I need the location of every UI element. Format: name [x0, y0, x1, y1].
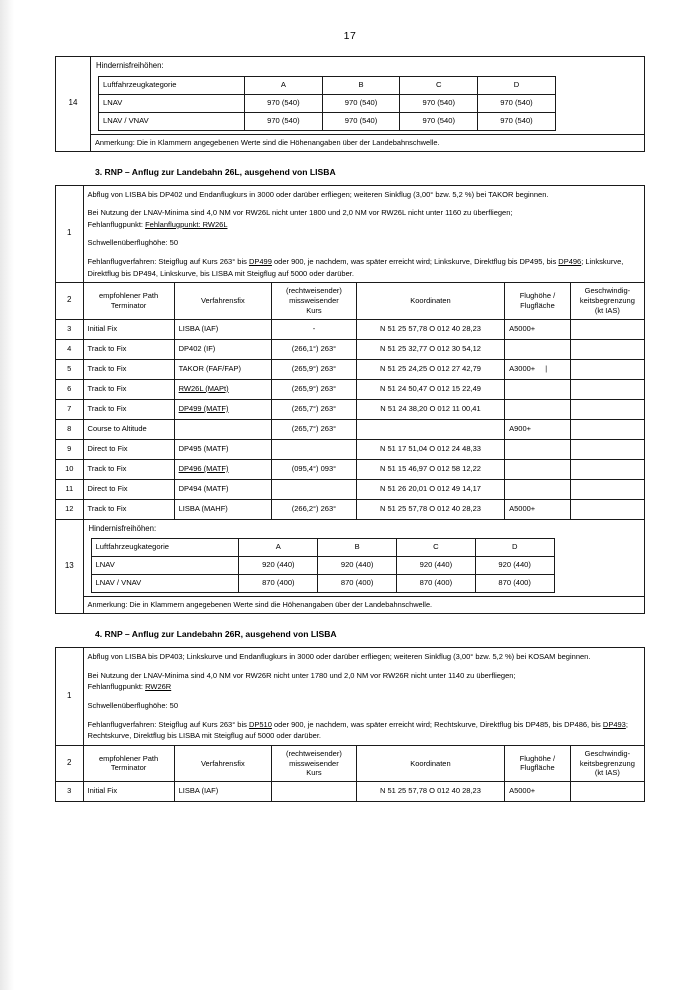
header-path-terminator: empfohlener Path Terminator	[83, 283, 174, 319]
header-altitude: Flughöhe / Flugfläche	[505, 283, 571, 319]
cell-course: (095,4°) 093°	[272, 459, 357, 479]
approach-table-26r	[55, 647, 645, 802]
header-course: (rechtweisender) missweisender Kurs	[272, 283, 357, 319]
row-number: 12	[56, 499, 84, 519]
cell-coordinates: N 51 26 20,01 O 012 49 14,17	[356, 479, 504, 499]
cell-d: 920 (440)	[475, 557, 554, 575]
cell-course: -	[272, 319, 357, 339]
header-a: A	[245, 76, 323, 94]
cell-a: 920 (440)	[239, 557, 318, 575]
cell-coordinates: N 51 25 57,78 O 012 40 28,23	[356, 319, 504, 339]
cell-altitude	[505, 379, 571, 399]
header-c: C	[400, 76, 478, 94]
table-row	[56, 399, 645, 419]
cell-d: 970 (540)	[478, 112, 556, 130]
cell-procedure-fix: DP496 (MATF)	[174, 459, 271, 479]
row-number: 7	[56, 399, 84, 419]
table-row	[56, 782, 645, 802]
header-c: C	[397, 539, 476, 557]
table-row	[99, 112, 556, 130]
row-number: 1	[56, 648, 84, 746]
header-speed-limit: Geschwindig- keitsbegrenzung (kt IAS)	[570, 745, 644, 781]
page-edge-shadow	[0, 0, 14, 990]
cell-coordinates	[356, 419, 504, 439]
header-a: A	[239, 539, 318, 557]
cell-c: 870 (400)	[397, 575, 476, 593]
obstacle-title: Hindernisfreihöhen:	[96, 61, 164, 70]
cell-speed	[570, 319, 644, 339]
intro-row	[56, 648, 645, 746]
table-header-row	[99, 76, 556, 94]
cell-path-terminator: Course to Altitude	[83, 419, 174, 439]
header-altitude: Flughöhe / Flugfläche	[505, 745, 571, 781]
cell-altitude: A900+	[505, 419, 571, 439]
description-paragraph-1: Abflug von LISBA bis DP402 und Endanflugkurs in 3000 oder darüber erfliegen; weiteren Sinkflug (3,00° bzw. 5,2 %) bei TAKOR beginnen.	[87, 189, 549, 199]
cell-path-terminator: Direct to Fix	[83, 439, 174, 459]
table-header-row	[91, 539, 554, 557]
cell-coordinates: N 51 17 51,04 O 012 24 48,33	[356, 439, 504, 459]
cell-path-terminator: Track to Fix	[83, 359, 174, 379]
table-row	[56, 479, 645, 499]
row-label: LNAV	[91, 557, 239, 575]
cell-b: 970 (540)	[322, 112, 400, 130]
cell-altitude: A5000+	[505, 499, 571, 519]
cell-b: 920 (440)	[318, 557, 397, 575]
cell-speed	[570, 499, 644, 519]
cell-altitude: A5000+	[505, 319, 571, 339]
cell-path-terminator: Direct to Fix	[83, 479, 174, 499]
obstacle-table-container	[83, 519, 644, 597]
obstacle-table	[91, 538, 555, 593]
table-row	[56, 499, 645, 519]
row-number: 5	[56, 359, 84, 379]
header-d: D	[478, 76, 556, 94]
cell-coordinates: N 51 24 38,20 O 012 11 00,41	[356, 399, 504, 419]
cell-course	[272, 439, 357, 459]
cell-b: 970 (540)	[322, 94, 400, 112]
table-row	[99, 94, 556, 112]
cell-speed	[570, 359, 644, 379]
cell-procedure-fix	[174, 419, 271, 439]
cell-speed	[570, 479, 644, 499]
row-label: LNAV / VNAV	[91, 575, 239, 593]
obstacle-note: Anmerkung: Die in Klammern angegebenen Werte sind die Höhenangaben über der Landebahnschwelle.	[91, 134, 645, 151]
row-number: 11	[56, 479, 84, 499]
cell-speed	[570, 459, 644, 479]
obstacle-table	[98, 76, 556, 131]
row-number: 2	[56, 745, 84, 781]
header-procedure-fix: Verfahrensfix	[174, 745, 271, 781]
cell-altitude	[505, 399, 571, 419]
cell-speed	[570, 782, 644, 802]
cell-speed	[570, 399, 644, 419]
cell-path-terminator: Initial Fix	[83, 319, 174, 339]
row-number: 1	[56, 185, 84, 283]
table-row	[91, 557, 554, 575]
cell-coordinates: N 51 25 57,78 O 012 40 28,23	[356, 782, 504, 802]
description-paragraph-4: Fehlanflugverfahren: Steigflug auf Kurs 263° bis DP499 oder 900, je nachdem, was später erreicht wird; Linkskurve, Direktflug bis DP495, bis DP496; Linkskurve, Direktflug bis DP494, Linkskurve, bis LISBA mit Steigflug auf 5000 oder darüber.	[87, 257, 624, 278]
section-heading-4: 4. RNP – Anflug zur Landebahn 26R, ausgehend von LISBA	[95, 629, 337, 639]
header-b: B	[318, 539, 397, 557]
cell-path-terminator: Track to Fix	[83, 399, 174, 419]
description-paragraph-2: Bei Nutzung der LNAV-Minima sind 4,0 NM vor RW26L nicht unter 1800 und 2,0 NM vor RW26L nicht unter 1160 zu überfliegen; Fehlanflugpunkt: Fehlanflugpunkt: RW26L	[87, 208, 513, 229]
waypoint-dp496: DP496	[558, 257, 582, 266]
waypoint-dp493: DP493	[602, 719, 626, 729]
table-header-row	[56, 745, 645, 781]
intro-row	[56, 185, 645, 283]
cell-procedure-fix: RW26L (MAPt)	[174, 379, 271, 399]
header-category: Luftfahrzeugkategorie	[91, 539, 239, 557]
cell-altitude	[505, 479, 571, 499]
cell-speed	[570, 419, 644, 439]
obstacle-clearance-block-14	[55, 56, 645, 152]
header-d: D	[475, 539, 554, 557]
table-row	[56, 459, 645, 479]
cell-path-terminator: Track to Fix	[83, 379, 174, 399]
cell-procedure-fix: DP494 (MATF)	[174, 479, 271, 499]
cell-coordinates: N 51 24 50,47 O 012 15 22,49	[356, 379, 504, 399]
obstacle-table-container	[91, 57, 645, 135]
obstacle-clearance-block-13	[56, 519, 645, 597]
cell-coordinates: N 51 25 32,77 O 012 30 54,12	[356, 339, 504, 359]
header-speed-limit: Geschwindig- keitsbegrenzung (kt IAS)	[570, 283, 644, 319]
cell-altitude: A3000+ |	[505, 359, 571, 379]
cell-altitude	[505, 459, 571, 479]
cell-path-terminator: Initial Fix	[83, 782, 174, 802]
page-number: 17	[343, 30, 357, 42]
cell-procedure-fix: DP495 (MATF)	[174, 439, 271, 459]
approach-table-26l	[55, 185, 645, 615]
table-row	[56, 419, 645, 439]
header-procedure-fix: Verfahrensfix	[174, 283, 271, 319]
row-label: LNAV	[99, 94, 245, 112]
cell-coordinates: N 51 15 46,97 O 012 58 12,22	[356, 459, 504, 479]
header-category: Luftfahrzeugkategorie	[99, 76, 245, 94]
header-path-terminator: empfohlener Path Terminator	[83, 745, 174, 781]
row-number: 13	[56, 519, 84, 614]
row-number: 3	[56, 782, 84, 802]
row-number: 9	[56, 439, 84, 459]
obstacle-note: Anmerkung: Die in Klammern angegebenen Werte sind die Höhenangaben über der Landebahnschwelle.	[83, 597, 644, 614]
row-number: 10	[56, 459, 84, 479]
row-number: 2	[56, 283, 84, 319]
procedure-description	[83, 648, 644, 746]
cell-procedure-fix: DP402 (IF)	[174, 339, 271, 359]
cell-d: 970 (540)	[478, 94, 556, 112]
header-coordinates: Koordinaten	[356, 745, 504, 781]
table-row	[56, 359, 645, 379]
table-row	[56, 319, 645, 339]
section-heading-3: 3. RNP – Anflug zur Landebahn 26L, ausgehend von LISBA	[95, 166, 336, 177]
table-row	[56, 379, 645, 399]
cell-path-terminator: Track to Fix	[83, 339, 174, 359]
waypoint-dp499: DP499	[248, 257, 272, 266]
cell-coordinates: N 51 25 24,25 O 012 27 42,79	[356, 359, 504, 379]
description-paragraph-3: Schwellenüberflughöhe: 50	[87, 700, 179, 710]
table-header-row	[56, 283, 645, 319]
cell-procedure-fix: TAKOR (FAF/FAP)	[174, 359, 271, 379]
cell-course: (266,1°) 263°	[272, 339, 357, 359]
header-coordinates: Koordinaten	[356, 283, 504, 319]
cell-path-terminator: Track to Fix	[83, 459, 174, 479]
missed-approach-point: Fehlanflugpunkt: RW26L	[145, 219, 228, 229]
cell-course: (265,7°) 263°	[272, 419, 357, 439]
cell-procedure-fix: LISBA (IAF)	[174, 782, 271, 802]
description-paragraph-4: Fehlanflugverfahren: Steigflug auf Kurs 263° bis DP510 oder 900, je nachdem, was später erreicht wird; Rechtskurve, Direktflug bis DP485, bis DP486, bis DP493; Rechtskurve, Direktflug bis LISBA mit Steigflug auf 5000 oder darüber.	[87, 719, 628, 741]
cell-course: (265,7°) 263°	[272, 399, 357, 419]
description-paragraph-3: Schwellenüberflughöhe: 50	[87, 238, 179, 248]
cell-speed	[570, 339, 644, 359]
cell-procedure-fix: LISBA (IAF)	[174, 319, 271, 339]
cell-course	[272, 479, 357, 499]
annotation-mark: |	[545, 365, 548, 373]
row-number: 14	[56, 57, 91, 152]
cell-coordinates: N 51 25 57,78 O 012 40 28,23	[356, 499, 504, 519]
row-number: 3	[56, 319, 84, 339]
cell-course	[272, 782, 357, 802]
row-number: 8	[56, 419, 84, 439]
cell-a: 970 (540)	[245, 112, 323, 130]
cell-a: 870 (400)	[239, 575, 318, 593]
header-b: B	[322, 76, 400, 94]
cell-path-terminator: Track to Fix	[83, 499, 174, 519]
cell-course: (265,9°) 263°	[272, 379, 357, 399]
cell-b: 870 (400)	[318, 575, 397, 593]
table-row	[56, 439, 645, 459]
cell-course: (266,2°) 263°	[272, 499, 357, 519]
cell-c: 970 (540)	[400, 94, 478, 112]
description-paragraph-1: Abflug von LISBA bis DP403; Linkskurve und Endanflugkurs in 3000 oder darüber erfliegen; weiteren Sinkflug (3,00° bzw. 5,2 %) bei KOSAM beginnen.	[87, 652, 591, 661]
row-number: 4	[56, 339, 84, 359]
cell-d: 870 (400)	[475, 575, 554, 593]
cell-procedure-fix: DP499 (MATF)	[174, 399, 271, 419]
table-row	[56, 339, 645, 359]
cell-altitude	[505, 339, 571, 359]
procedure-description	[83, 185, 644, 283]
cell-altitude: A5000+	[505, 782, 571, 802]
table-row	[91, 575, 554, 593]
row-number: 6	[56, 379, 84, 399]
cell-a: 970 (540)	[245, 94, 323, 112]
description-paragraph-2: Bei Nutzung der LNAV-Minima sind 4,0 NM vor RW26R nicht unter 1780 und 2,0 NM vor RW26R nicht unter 1140 zu überfliegen; Fehlanflugpunkt: RW26R	[87, 670, 516, 692]
row-label: LNAV / VNAV	[99, 112, 245, 130]
cell-c: 970 (540)	[400, 112, 478, 130]
missed-approach-point: RW26R	[145, 682, 172, 692]
waypoint-dp510: DP510	[248, 719, 272, 729]
cell-speed	[570, 379, 644, 399]
cell-speed	[570, 439, 644, 459]
cell-procedure-fix: LISBA (MAHF)	[174, 499, 271, 519]
cell-course: (265,9°) 263°	[272, 359, 357, 379]
header-course: (rechtweisender) missweisender Kurs	[272, 745, 357, 781]
cell-c: 920 (440)	[397, 557, 476, 575]
cell-altitude	[505, 439, 571, 459]
obstacle-title: Hindernisfreihöhen:	[88, 523, 157, 533]
